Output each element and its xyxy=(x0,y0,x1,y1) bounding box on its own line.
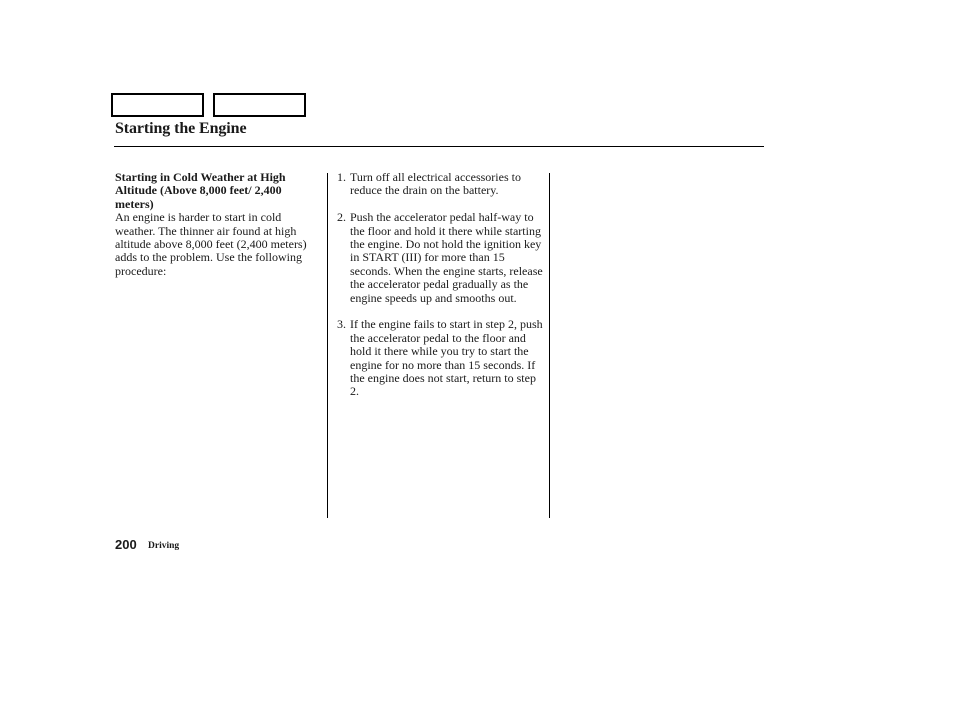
section-body: An engine is harder to start in cold weather. The thinner air found at high altitude above 8,000 feet (2,400 meters) adds to the problem. Use the following procedure: xyxy=(115,210,307,278)
section-heading: Starting in Cold Weather at High Altitude (Above 8,000 feet/ 2,400 meters) xyxy=(115,170,286,211)
nav-box-index[interactable] xyxy=(213,93,306,117)
title-rule xyxy=(114,146,764,147)
page-number: 200 xyxy=(115,537,137,552)
step-number: 2. xyxy=(337,210,346,225)
step-2 xyxy=(337,211,545,305)
step-1 xyxy=(337,171,545,198)
step-text: Push the accelerator pedal half-way to the floor and hold it there while starting the engine. Do not hold the ignition key in START (III) for more than 15 seconds. When the engine starts, release the accelerator pedal gradually as the engine speeds up and smooths out. xyxy=(350,210,543,305)
column-divider-left xyxy=(327,173,328,518)
step-3 xyxy=(337,318,545,398)
nav-box-contents[interactable] xyxy=(111,93,204,117)
column-divider-right xyxy=(549,173,550,518)
procedure-steps xyxy=(337,171,545,412)
step-text: Turn off all electrical accessories to reduce the drain on the battery. xyxy=(350,170,521,198)
step-number: 3. xyxy=(337,317,346,332)
step-text: If the engine fails to start in step 2, push the accelerator pedal to the floor and hold it there while you try to start the engine for no more than 15 seconds. If the engine does not start, return to step 2. xyxy=(350,317,543,399)
section-name: Driving xyxy=(148,541,180,551)
left-column xyxy=(115,171,320,278)
step-number: 1. xyxy=(337,170,346,184)
page-title: Starting the Engine xyxy=(115,120,247,137)
